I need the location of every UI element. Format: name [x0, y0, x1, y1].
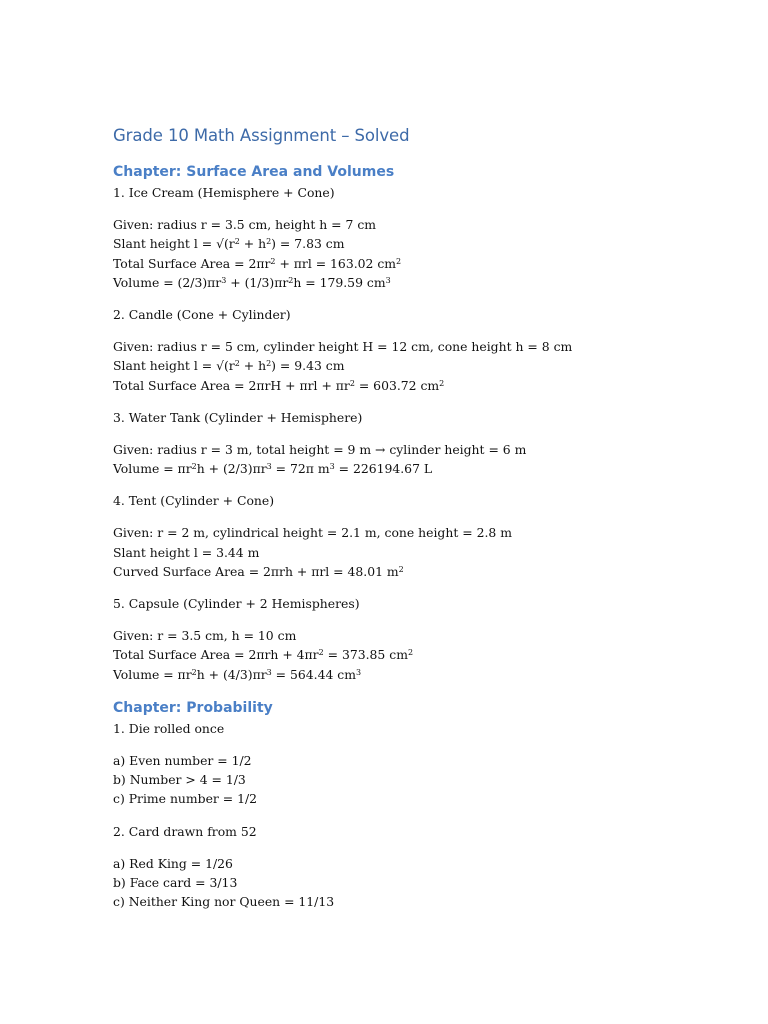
given-line: Given: r = 3.5 cm, h = 10 cm — [113, 628, 297, 644]
document-page — [113, 124, 733, 911]
surface-area-line: Total Surface Area = $2\pi rH + \pi rl + \pi r^2 = 603.72$ $cm^2$ — [113, 377, 445, 393]
volume-line: Volume = $(2/3)\pi r^3 + (1/3)\pi r^2h = 179.59$ $cm^3$ — [113, 274, 391, 290]
slant-height-line: Slant height $l = √(r^2 + h^2) = 7.83$ cm — [113, 236, 345, 252]
chapter-heading-surface-area: Chapter: Surface Area and Volumes — [113, 164, 395, 180]
volume-line: Volume = $\pi r^2h + (4/3)\pi r^3 = 564.44$ $cm^3$ — [113, 666, 362, 682]
question-heading: 1. Ice Cream (Hemisphere + Cone) — [113, 185, 335, 200]
question-heading: 2. Candle (Cone + Cylinder) — [113, 306, 291, 322]
given-line: Given: radius r = 3 m, total height = 9 m → cylinder height = 6 m — [113, 441, 527, 457]
question-heading: 1. Die rolled once — [113, 720, 225, 736]
volume-line: Volume = $\pi r^2h + (2/3)\pi r^3 = 72\pi$ $m^3 = 226194.67$ L — [113, 461, 433, 477]
question-heading: 2. Card drawn from 52 — [113, 823, 257, 839]
question-heading: 5. Capsule (Cylinder + 2 Hemispheres) — [113, 596, 360, 611]
document-title: Grade 10 Math Assignment – Solved — [113, 126, 410, 145]
answer-line: c) Prime number = 1/2 — [113, 791, 258, 807]
answer-line: a) Red King = 1/26 — [113, 855, 233, 871]
slant-height-line: Slant height $l = √(r^2 + h^2) = 9.43$ cm — [113, 358, 345, 374]
given-line: Given: radius r = 3.5 cm, height h = 7 cm — [113, 217, 377, 233]
question-heading: 4. Tent (Cylinder + Cone) — [113, 493, 275, 509]
curved-surface-area-line: Curved Surface Area = 2πrh + πrl = 48.01 $m^2$ — [113, 563, 404, 579]
answer-line: a) Even number = 1/2 — [113, 752, 252, 768]
given-line: Given: r = 2 m, cylindrical height = 2.1 m, cone height = 2.8 m — [113, 525, 512, 541]
surface-area-line: Total Surface Area = $2\pi r^2 + \pi rl = 163.02$ $cm^2$ — [113, 255, 402, 271]
chapter-heading-probability: Chapter: Probability — [113, 699, 273, 716]
answer-line: c) Neither King nor Queen = 11/13 — [113, 894, 335, 910]
answer-line: b) Face card = 3/13 — [113, 874, 238, 890]
question-heading: 3. Water Tank (Cylinder + Hemisphere) — [113, 409, 363, 425]
answer-line: b) Number > 4 = 1/3 — [113, 772, 246, 788]
surface-area-line: Total Surface Area = $2\pi rh + 4\pi r^2 = 373.85$ $cm^2$ — [113, 647, 414, 663]
slant-height-line: Slant height l = 3.44 m — [113, 544, 260, 560]
given-line: Given: radius r = 5 cm, cylinder height H = 12 cm, cone height h = 8 cm — [113, 339, 573, 355]
